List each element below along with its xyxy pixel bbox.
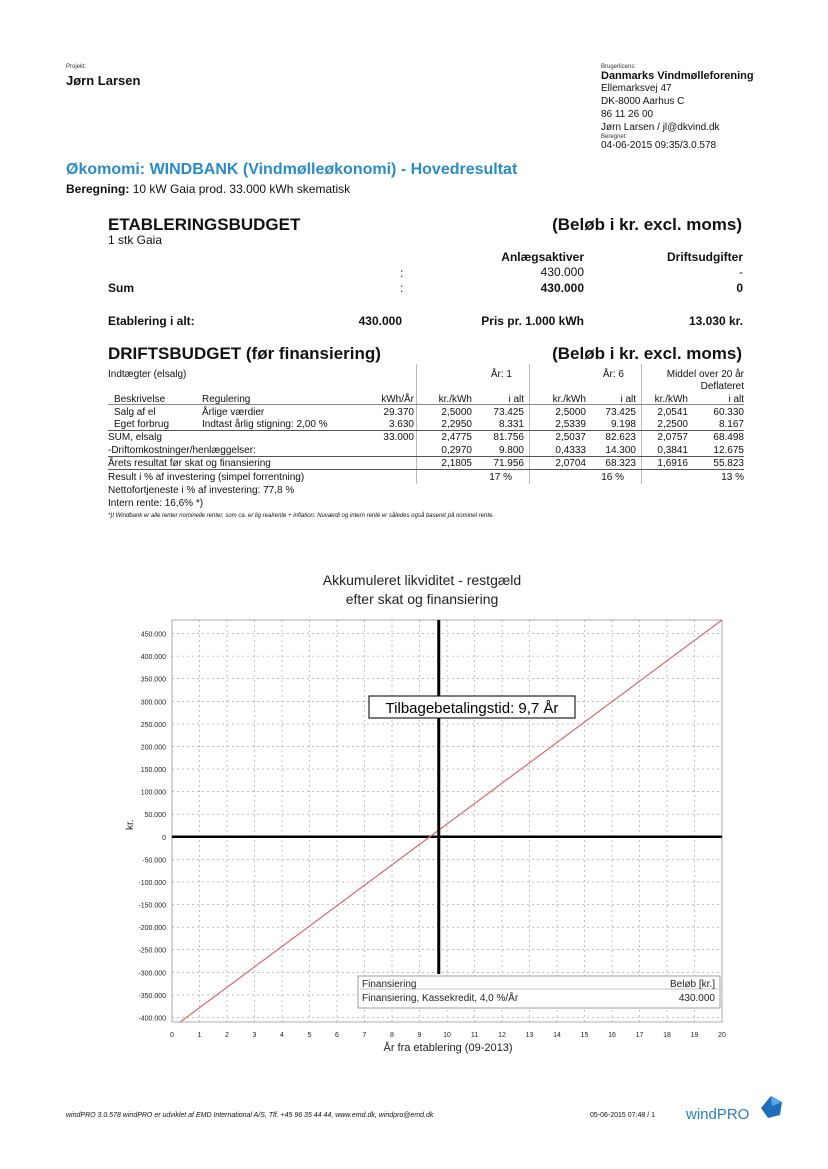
user-address2: DK-8000 Aarhus C <box>601 96 685 107</box>
chart-x-tick-label: 1 <box>197 1032 202 1039</box>
footer-brand: windPRO <box>686 1106 750 1123</box>
chart-x-tick-label: 18 <box>663 1032 671 1039</box>
drift-row-2-cell: 33.000 <box>383 432 414 443</box>
chart-x-tick-label: 13 <box>525 1032 534 1039</box>
chart-x-tick-label: 4 <box>280 1032 284 1039</box>
drift-row-1-cell: 2,5339 <box>555 419 586 430</box>
drift-irr: Intern rente: 16,6% *) <box>108 498 204 509</box>
drift-row-2-cell: 82.623 <box>605 432 636 443</box>
drift-income-label: Indtægter (elsalg) <box>108 369 187 380</box>
user-contact: Jørn Larsen / jl@dkvind.dk <box>601 122 720 133</box>
drift-row-3-cell: 0,3841 <box>657 445 688 456</box>
chart-x-tick-label: 6 <box>335 1032 339 1039</box>
chart-x-tick-label: 9 <box>417 1032 422 1039</box>
drift-row-3-cell: 12.675 <box>713 445 744 456</box>
chart-x-tick-label: 0 <box>170 1032 174 1039</box>
chart-y-tick-label: -350.000 <box>138 992 166 1000</box>
drift-row-0-cell: 60.330 <box>713 407 744 418</box>
chart-x-tick-label: 20 <box>718 1032 726 1039</box>
chart-y-tick-label: -100.000 <box>138 879 166 887</box>
etab-row1-assets: 430.000 <box>540 265 584 279</box>
drift-header-cell: i alt <box>728 394 744 405</box>
drift-header-cell: kr./kWh <box>438 394 472 405</box>
drift-year6: År: 6 <box>602 369 624 380</box>
chart-legend-row: 430.000 <box>678 993 715 1004</box>
drift-row-1-cell: 2,2500 <box>657 419 688 430</box>
chart-y-tick-label: 100.000 <box>140 789 166 797</box>
drift-row-2-cell: SUM, elsalg <box>108 432 162 443</box>
chart-legend-row: Finansiering, Kassekredit, 4,0 %/År <box>362 993 519 1004</box>
chart-legend <box>358 976 720 1008</box>
chart-ylabel: kr. <box>125 819 136 830</box>
drift-currency: (Beløb i kr. excl. moms) <box>552 344 742 363</box>
user-block <box>601 64 821 151</box>
drift-row-1-cell: 8.167 <box>718 419 744 430</box>
chart-x-tick-label: 2 <box>225 1032 229 1039</box>
etab-price-value: 13.030 kr. <box>688 314 743 328</box>
drift-row-4-cell: Årets resultat før skat og finansiering <box>108 458 271 469</box>
chart-x-tick-label: 15 <box>580 1032 589 1039</box>
project-name: Jørn Larsen <box>66 73 141 88</box>
drift-header-cell: i alt <box>508 394 524 405</box>
drift-row-0-cell: 2,0541 <box>657 407 688 418</box>
drift-row-2-cell: 81.756 <box>493 432 524 443</box>
drift-footnote: *)I Windbank er alle renter nominelle renter, som ca. er lig realrente + inflation. Nuværdi og intern rente er således også baseret på nominel rente. <box>108 513 494 519</box>
windpro-logo-icon <box>758 1094 784 1120</box>
chart-title: Akkumuleret likviditet - restgæld <box>322 572 522 588</box>
drift-header-cell: kr./kWh <box>552 394 586 405</box>
chart-x-tick-label: 17 <box>635 1032 644 1039</box>
drift-row-1-cell: 3.630 <box>388 419 414 430</box>
project-label: Projekt: <box>66 64 87 70</box>
chart-y-tick-label: 300.000 <box>140 699 166 707</box>
drift-header-cell: kWh/År <box>381 394 414 405</box>
etab-sum-label: Sum <box>108 281 135 295</box>
calc-line-text: 10 kW Gaia prod. 33.000 kWh skematisk <box>132 182 351 196</box>
user-address1: Ellemarksvej 47 <box>601 83 672 94</box>
chart-x-tick-label: 5 <box>307 1032 312 1039</box>
user-phone: 86 11 26 00 <box>601 109 654 120</box>
drift-header-cell: Beskrivelse <box>114 394 166 405</box>
drift-row-0-cell: Salg af el <box>114 407 156 418</box>
drift-result-avg: 13 % <box>721 472 744 483</box>
footer-right: 05-06-2015 07:48 / 1 <box>590 1112 655 1119</box>
drift-avg1: Middel over 20 år <box>666 369 744 380</box>
drift-row-2-cell: 2,4775 <box>441 432 472 443</box>
drift-row-1-cell: 8.331 <box>498 419 524 430</box>
chart-y-tick-label: -400.000 <box>138 1015 166 1023</box>
etab-price-label: Pris pr. 1.000 kWh <box>481 314 584 328</box>
etab-sum-ops: 0 <box>736 281 743 295</box>
chart-x-ticks <box>170 1032 726 1039</box>
drift-row-2-cell: 2,5037 <box>555 432 586 443</box>
chart-x-tick-label: 10 <box>443 1032 451 1039</box>
drift-row-4-cell: 1,6916 <box>657 458 688 469</box>
etab-row1-ops: - <box>739 265 743 279</box>
drift-row-1-cell: 9.198 <box>610 419 636 430</box>
drift-row-3-cell: 9.800 <box>498 445 524 456</box>
page-title: Økomomi: WINDBANK (Vindmølleøkonomi) - Hovedresultat <box>66 161 518 178</box>
chart-x-tick-label: 16 <box>608 1032 616 1039</box>
drift-result-label: Result i % af investering (simpel forrentning) <box>108 472 305 483</box>
chart-series <box>180 620 722 1022</box>
footer-left: windPRO 3.0.578 windPRO er udviklet af EMD International A/S, Tlf. +45 96 35 44 44, www.emd.dk, windpro@emd.dk <box>66 1112 434 1119</box>
chart-payback <box>369 620 575 974</box>
drift-row-3-cell: 0,4333 <box>555 445 586 456</box>
drift-row-2-cell: 68.498 <box>713 432 744 443</box>
chart-y-tick-label: 200.000 <box>140 744 166 752</box>
drift-row-0-cell: 2,5000 <box>441 407 472 418</box>
drift-year1: År: 1 <box>490 369 512 380</box>
chart-x-tick-label: 7 <box>362 1032 367 1039</box>
drift-result-y6: 16 % <box>601 472 624 483</box>
chart-y-tick-label: 0 <box>162 834 166 842</box>
drift-row-1-cell: Eget forbrug <box>114 419 170 430</box>
etab-col-ops: Driftsudgifter <box>667 250 743 264</box>
chart-y-tick-label: 350.000 <box>140 676 166 684</box>
drift-row-4-cell: 55.823 <box>713 458 744 469</box>
chart-x-tick-label: 14 <box>553 1032 561 1039</box>
etab-sub: 1 stk Gaia <box>108 233 163 247</box>
user-org: Danmarks Vindmølleforening <box>601 70 754 82</box>
chart-y-tick-label: 250.000 <box>140 721 166 729</box>
etab-total-value: 430.000 <box>358 314 402 328</box>
chart-legend-header: Finansiering <box>362 979 417 990</box>
drift-row-4-cell: 2,0704 <box>555 458 586 469</box>
calc-line-label: Beregning: <box>66 182 130 196</box>
etab-sum-assets: 430.000 <box>540 281 584 295</box>
chart-x-tick-label: 8 <box>390 1032 394 1039</box>
drift-row-3-cell: 0,2970 <box>441 445 472 456</box>
chart-payback-label: Tilbagebetalingstid: 9,7 År <box>385 700 559 717</box>
chart-x-tick-label: 11 <box>470 1032 479 1039</box>
etab-colon2: : <box>400 281 404 295</box>
chart-x-tick-label: 19 <box>690 1032 699 1039</box>
chart-xlabel: År fra etablering (09-2013) <box>383 1042 513 1054</box>
drift-result-y1: 17 % <box>489 472 512 483</box>
drift-row-1-cell: 2,2950 <box>441 419 472 430</box>
chart-x-tick-label: 12 <box>498 1032 506 1039</box>
chart-y-ticks <box>138 632 166 1023</box>
drift-netto: Nettofortjeneste i % af investering: 77,8 % <box>108 485 295 496</box>
chart-y-tick-label: -300.000 <box>138 970 166 978</box>
chart-y-tick-label: -200.000 <box>138 925 166 933</box>
chart-y-tick-label: -50.000 <box>142 857 166 865</box>
etab-total-label: Etablering i alt: <box>108 314 195 328</box>
chart-subtitle: efter skat og finansiering <box>345 591 499 607</box>
drift-row-3-cell: -Driftomkostninger/henlæggelser: <box>108 445 256 456</box>
drift-row-0-cell: 2,5000 <box>555 407 586 418</box>
calc-date: 04-06-2015 09:35/3.0.578 <box>601 140 717 151</box>
chart-y-tick-label: 50.000 <box>144 812 166 820</box>
drift-header-cell: i alt <box>620 394 636 405</box>
chart-y-tick-label: 150.000 <box>140 767 166 775</box>
calc-label: Beregnet: <box>601 134 628 140</box>
drift-row-0-cell: 73.425 <box>493 407 524 418</box>
drift-title: DRIFTSBUDGET (før finansiering) <box>108 344 381 363</box>
drift-row-4-cell: 71.956 <box>493 458 524 469</box>
drift-row-0-cell: Årlige værdier <box>202 407 265 418</box>
etab-title: ETABLERINGSBUDGET <box>108 215 301 234</box>
drift-row-3-cell: 14.300 <box>605 445 636 456</box>
drift-row-0-cell: 29.370 <box>383 407 414 418</box>
etab-currency: (Beløb i kr. excl. moms) <box>552 215 742 234</box>
chart-series-line <box>180 620 722 1022</box>
chart-y-tick-label: 450.000 <box>140 631 166 639</box>
drift-avg2: Deflateret <box>700 381 744 392</box>
drift-row-4-cell: 2,1805 <box>441 458 472 469</box>
drift-row-2-cell: 2,0757 <box>657 432 688 443</box>
drift-header-cell: kr./kWh <box>654 394 688 405</box>
chart-y-tick-label: 400.000 <box>140 654 166 662</box>
etab-colon1: : <box>400 266 404 280</box>
drift-row-1-cell: Indtast årlig stigning: 2,00 % <box>202 419 328 430</box>
chart-legend-header: Beløb [kr.] <box>669 979 715 990</box>
drift-row-4-cell: 68.323 <box>605 458 636 469</box>
chart-grid <box>172 620 722 1022</box>
chart-y-tick-label: -250.000 <box>138 947 166 955</box>
chart-x-tick-label: 3 <box>252 1032 257 1039</box>
liquidity-chart <box>0 560 828 1060</box>
drift-row-0-cell: 73.425 <box>605 407 636 418</box>
chart-y-tick-label: -150.000 <box>138 902 166 910</box>
calc-line <box>66 182 350 196</box>
drift-header-cell: Regulering <box>202 394 251 405</box>
etab-col-assets: Anlægsaktiver <box>501 250 584 264</box>
user-label: Brugerlicens: <box>601 64 637 70</box>
